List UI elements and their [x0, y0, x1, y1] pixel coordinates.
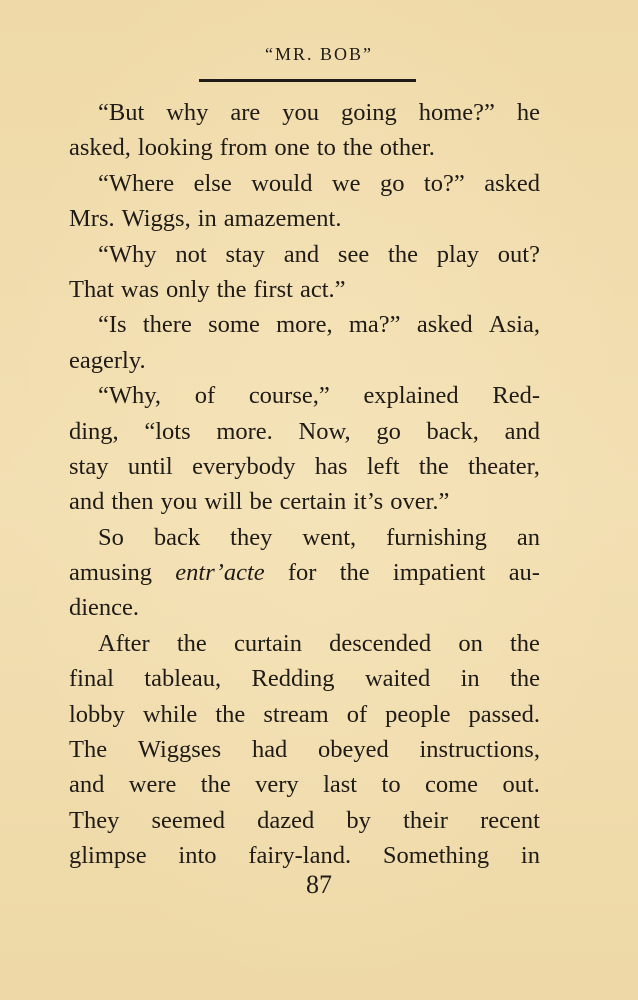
word: he	[516, 99, 540, 126]
word: The	[69, 736, 108, 764]
word: “Why,	[98, 382, 162, 410]
word: certain	[279, 488, 347, 516]
word: last	[323, 771, 358, 799]
text-line	[69, 590, 540, 625]
word: Now,	[298, 417, 351, 445]
word: go	[376, 417, 401, 445]
word: That	[69, 275, 114, 303]
text-line	[69, 307, 540, 342]
word: Something	[382, 842, 490, 870]
word: theater,	[468, 452, 540, 480]
word: into	[178, 842, 217, 870]
word: to?”	[423, 169, 465, 197]
text-line	[69, 555, 540, 590]
word: see	[337, 240, 370, 268]
word: Red-	[492, 382, 540, 410]
word: Wiggs,	[121, 205, 191, 233]
text-line	[69, 414, 540, 449]
word: out.	[502, 771, 540, 799]
word: Wiggses	[137, 736, 222, 764]
word: has	[314, 452, 348, 480]
word: were	[128, 771, 177, 799]
text-line	[69, 343, 540, 378]
word: out?	[497, 240, 540, 268]
text-line	[69, 237, 540, 272]
word: while	[142, 700, 198, 728]
word: stream	[263, 700, 329, 728]
text-line	[69, 626, 540, 661]
word: very	[255, 771, 299, 799]
word: They	[69, 806, 120, 834]
word: “lots	[144, 417, 191, 445]
word: curtain	[233, 629, 302, 657]
word: “Why	[98, 240, 157, 268]
word: would	[251, 169, 313, 197]
word: stay	[225, 240, 265, 268]
word: only	[166, 275, 210, 303]
word: impatient	[392, 559, 486, 587]
word: it’s	[353, 488, 384, 516]
text-line	[69, 484, 540, 519]
word: on	[458, 629, 483, 657]
word: furnishing	[386, 523, 487, 551]
word: passed.	[468, 700, 540, 728]
word: will	[204, 488, 243, 516]
word: the	[176, 629, 207, 657]
word: the	[215, 700, 246, 728]
word: until	[127, 452, 173, 480]
header-rule	[199, 79, 416, 82]
word: people	[385, 700, 451, 728]
word: from	[219, 134, 268, 162]
word: go	[379, 169, 405, 197]
word: Redding	[251, 665, 335, 693]
word: final	[69, 665, 114, 693]
text-line	[69, 378, 540, 413]
word: So	[98, 523, 124, 551]
word: “But	[98, 99, 145, 126]
word: play	[436, 240, 479, 268]
word: explained	[363, 382, 459, 410]
text-line	[69, 838, 540, 873]
word: the	[216, 275, 247, 303]
page-number: 87	[306, 870, 332, 899]
word: then	[111, 488, 154, 516]
word: they	[230, 523, 273, 551]
word: of	[194, 382, 216, 410]
word: looking	[137, 134, 213, 162]
word: glimpse	[69, 842, 147, 870]
word: dazed	[257, 806, 315, 834]
word: by	[346, 806, 371, 834]
word: over.”	[390, 488, 450, 516]
word: of	[346, 700, 368, 728]
word: the	[339, 559, 370, 587]
text-line	[69, 272, 540, 307]
word: the	[342, 134, 373, 162]
text-line	[69, 767, 540, 802]
italic-word: entr’acte	[175, 559, 265, 587]
word: Asia,	[488, 311, 540, 339]
word: “Is	[98, 311, 127, 339]
word: back	[153, 523, 201, 551]
word: left	[366, 452, 400, 480]
word: be	[249, 488, 273, 516]
word: lobby	[69, 700, 125, 728]
word: and	[69, 488, 105, 516]
word: went,	[302, 523, 357, 551]
word: everybody	[192, 452, 296, 480]
text-line	[69, 449, 540, 484]
word: the	[388, 240, 418, 268]
word: asked	[416, 311, 473, 339]
word: the	[510, 629, 540, 657]
word: the	[200, 771, 231, 799]
text-line	[69, 732, 540, 767]
word: and	[69, 771, 105, 799]
text-line	[69, 661, 540, 696]
text-line	[69, 130, 540, 165]
word: the	[418, 452, 449, 480]
word: not	[175, 240, 207, 268]
word: descended	[329, 629, 432, 657]
word: ding,	[69, 417, 119, 445]
word: we	[331, 169, 361, 197]
word: and	[283, 240, 320, 268]
word: waited	[364, 665, 431, 693]
word: obeyed	[318, 736, 389, 764]
word: in	[197, 205, 217, 233]
word: an	[516, 523, 540, 551]
word: you	[282, 99, 320, 126]
word: course,”	[248, 382, 330, 410]
word: to	[381, 771, 401, 799]
word: was	[120, 275, 160, 303]
word: instructions,	[419, 736, 540, 764]
word: Mrs.	[69, 205, 115, 233]
word: had	[251, 736, 288, 764]
word: act.”	[299, 275, 346, 303]
word: one	[274, 134, 310, 162]
word: else	[193, 169, 232, 197]
word: there	[142, 311, 192, 339]
word: recent	[480, 806, 540, 834]
text-line	[69, 166, 540, 201]
running-head: “MR. BOB”	[265, 44, 373, 64]
word: and	[504, 417, 540, 445]
body-text	[69, 95, 540, 874]
word: asked,	[69, 134, 131, 162]
text-line	[69, 95, 540, 130]
word: tableau,	[144, 665, 222, 693]
word: their	[403, 806, 448, 834]
word: amazement.	[223, 205, 342, 233]
word: why	[166, 99, 209, 126]
word: “Where	[98, 169, 175, 197]
word: ma?”	[348, 311, 401, 339]
word: going	[340, 99, 397, 126]
word: to	[316, 134, 336, 162]
word: other.	[379, 134, 435, 162]
word: first	[253, 275, 293, 303]
text-line	[69, 520, 540, 555]
word: come	[425, 771, 479, 799]
word: some	[208, 311, 260, 339]
text-line	[69, 803, 540, 838]
word: the	[510, 665, 540, 693]
word: seemed	[151, 806, 225, 834]
word: more.	[216, 417, 273, 445]
word: stay	[69, 452, 109, 480]
word: asked	[484, 169, 540, 197]
word: you	[160, 488, 198, 516]
word: eagerly.	[69, 346, 146, 374]
word: au-	[508, 559, 540, 587]
word: amusing	[69, 559, 153, 587]
word: more,	[276, 311, 333, 339]
word: fairy-land.	[248, 842, 352, 870]
word: in	[520, 842, 540, 870]
word: are	[230, 99, 261, 126]
word: home?”	[418, 99, 495, 126]
text-line	[69, 697, 540, 732]
word: in	[460, 665, 480, 693]
word: for	[287, 559, 317, 587]
word: back,	[426, 417, 479, 445]
text-line	[69, 201, 540, 236]
word: After	[98, 629, 150, 657]
word: dience.	[69, 594, 140, 622]
